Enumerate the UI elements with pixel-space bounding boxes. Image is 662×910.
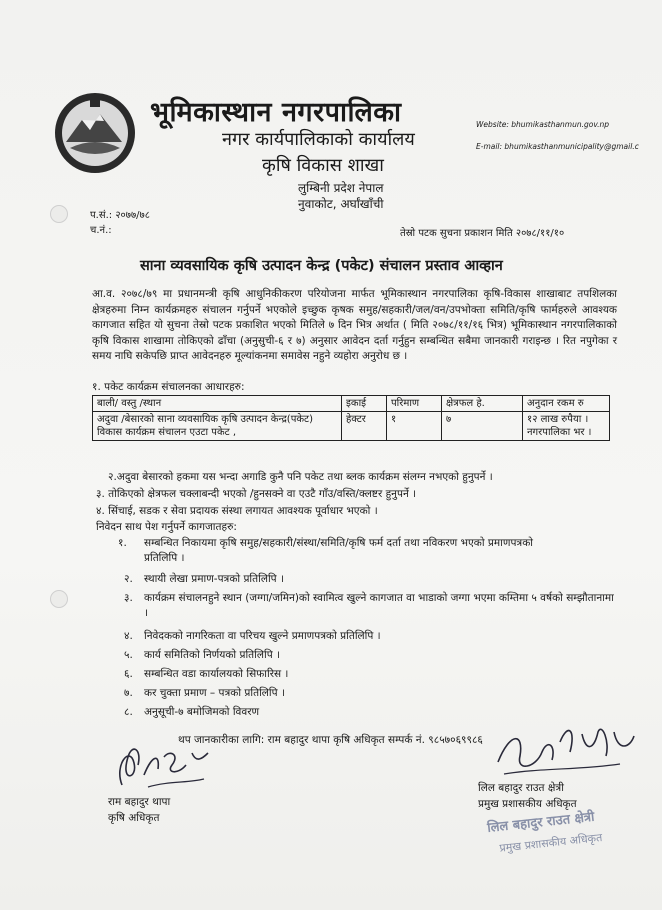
- left-signatory-title: कृषि अधिकृत: [108, 812, 160, 824]
- doc-item: सम्बन्धित निकायमा कृषि समुह/सहकारी/संस्था/समिति/कृषि फर्म दर्ता तथा नविकरण भएको प्रमाणपत्रको प्रतिलिपि ।: [144, 537, 533, 564]
- criteria-table: [92, 395, 610, 441]
- table-cell: ७: [442, 412, 523, 441]
- table-header-cell: परिमाण: [387, 396, 442, 412]
- table-cell: हेक्टर: [342, 412, 387, 441]
- list-item: ३. तोकिएको क्षेत्रफल चक्लाबन्दी भएको /हुनसक्ने वा एउटै गाँउ/वस्ति/क्लष्टर हुनुपर्ने ।: [96, 488, 417, 500]
- punch-hole: [50, 590, 68, 608]
- branch-name: कृषि विकास शाखा: [262, 155, 384, 176]
- list-item: २.अदुवा बेसारको हकमा यस भन्दा अगाडि कुनै पनि पकेट तथा ब्लक कार्यक्रम संलग्न नभएको हुनुपर्ने ।: [108, 471, 493, 483]
- doc-number: १.: [118, 537, 127, 549]
- contact-line: थप जानकारीका लागि: राम बहादुर थापा कृषि अधिकृत सम्पर्क नं. ९८५७०६९९८६: [178, 734, 483, 746]
- table-row: [93, 412, 610, 441]
- right-signatory-name: लिल बहादुर राउत क्षेत्री: [478, 782, 564, 794]
- reference-number: प.सं.: २०७७/७८: [90, 210, 150, 221]
- municipality-emblem-icon: [52, 90, 138, 176]
- punch-hole: [50, 205, 68, 223]
- doc-item: कार्यक्रम संचालनहुने स्थान (जग्गा/जमिन)को स्वामित्व खुल्ने कागजात वा भाडाको जग्गा भएमा कम्तिमा ५ वर्षको सम्झौतानामा ।: [144, 592, 614, 619]
- doc-number: २.: [124, 573, 133, 585]
- subject-heading: साना व्यवसायिक कृषि उत्पादन केन्द्र (पकेट) संचालन प्रस्ताव आव्हान: [140, 258, 503, 274]
- doc-number: ३.: [124, 592, 133, 604]
- email-text: E-mail: bhumikasthanmunicipality@gmail.c: [476, 142, 639, 151]
- doc-number: ६.: [124, 668, 133, 680]
- doc-item: निवेदकको नागरिकता वा परिचय खुल्ने प्रमाणपत्रको प्रतिलिपि ।: [144, 630, 381, 642]
- official-stamp: [486, 806, 603, 857]
- right-signatory-title: प्रमुख प्रशासकीय अधिकृत: [478, 798, 577, 810]
- office-name: नगर कार्यपालिकाको कार्यालय: [222, 129, 415, 150]
- left-signature-icon: [108, 735, 228, 795]
- doc-item: कार्य समितिको निर्णयको प्रतिलिपि ।: [144, 649, 281, 661]
- doc-item: अनुसूची-७ बमोजिमको विवरण: [144, 706, 260, 718]
- table-cell: १: [387, 412, 442, 441]
- doc-number: ५.: [124, 649, 133, 661]
- table-header-cell: इकाई: [342, 396, 387, 412]
- table-header-cell: अनुदान रकम रु: [523, 396, 610, 412]
- address-line-2: नुवाकोट, अर्घांखाँची: [298, 197, 384, 211]
- body-paragraph: आ.व. २०७८/७९ मा प्रधानमन्त्री कृषि आधुनिकीकरण परियोजना मार्फत भूमिकास्थान नगरपालिका कृषि-विकास शाखाबाट तपशिलका क्षेत्रहरुमा निम्न कार्यक्रमहरु संचालन गर्नुपर्ने भएकोले इच्छुक कृषक समुह/सहकारी/जल/वन/उपभोक्ता समिति/कृषि फार्महरुले आवश्यक कागजात सहित यो सुचना तेस्रो पटक प्रकाशित भएको मितिले ७ दिन भित्र अर्थात ( मिति २०७८/११/१६ भित्र) भूमिकास्थान नगरपालिकाको कृषि विकास शाखामा तोकिएको ढाँचा (अनुसुची-६ र ७) अनुसार आवेदन दर्ता गर्नुहुन सम्बन्धित सबैमा जानकारी गराइन्छ । रित नपुगेका र समय नाघि सकेपछि प्राप्त आवेदनहरु मूल्यांकनमा समावेस नहुने व्यहोरा अनुरोध छ ।: [92, 288, 617, 362]
- table-header-cell: बाली/ वस्तु /स्थान: [93, 396, 342, 412]
- stamp-line-1: लिल बहादुर राउत क्षेत्री: [486, 809, 596, 836]
- table-cell: अदुवा /बेसारको साना व्यवसायिक कृषि उत्पादन केन्द्र(पकेट) विकास कार्यक्रम संचालन एउटा पकेट ,: [93, 412, 342, 441]
- stamp-line-2: प्रमुख प्रशासकीय अधिकृत: [498, 831, 603, 855]
- section-title: १. पकेट कार्यक्रम संचालनका आधारहरु:: [92, 381, 245, 393]
- doc-item: सम्बन्धित वडा कार्यालयको सिफारिस ।: [144, 668, 289, 680]
- doc-number: ८.: [124, 706, 133, 718]
- notice-date: तेस्रो पटक सुचना प्रकाशन मिति २०७८/११/१०: [400, 228, 565, 239]
- table-header-cell: क्षेत्रफल हे.: [442, 396, 523, 412]
- doc-item: स्थायी लेखा प्रमाण-पत्रको प्रतिलिपि ।: [144, 573, 284, 585]
- doc-item: कर चुक्ता प्रमाण – पत्रको प्रतिलिपि ।: [144, 687, 285, 699]
- municipality-title: भूमिकास्थान नगरपालिका: [150, 97, 402, 128]
- list-item: ४. सिंचाई, सडक र सेवा प्रदायक संस्था लगायत आवश्यक पूर्वाधार भएको ।: [96, 505, 378, 517]
- documents-title: निवेदन साथ पेश गर्नुपर्ने कागजातहरु:: [96, 521, 237, 533]
- address-line-1: लुम्बिनी प्रदेश नेपाल: [298, 181, 384, 195]
- left-signatory-name: राम बहादुर थापा: [108, 796, 171, 808]
- doc-number: ४.: [124, 630, 133, 642]
- website-text: Website: bhumikasthanmun.gov.np: [476, 120, 610, 129]
- table-cell: १२ लाख रुपैया । नगरपालिका भर ।: [523, 412, 610, 441]
- doc-number: ७.: [124, 687, 133, 699]
- dispatch-number: च.नं.:: [90, 225, 112, 236]
- table-header-row: [93, 396, 610, 412]
- right-signature-icon: [490, 712, 640, 782]
